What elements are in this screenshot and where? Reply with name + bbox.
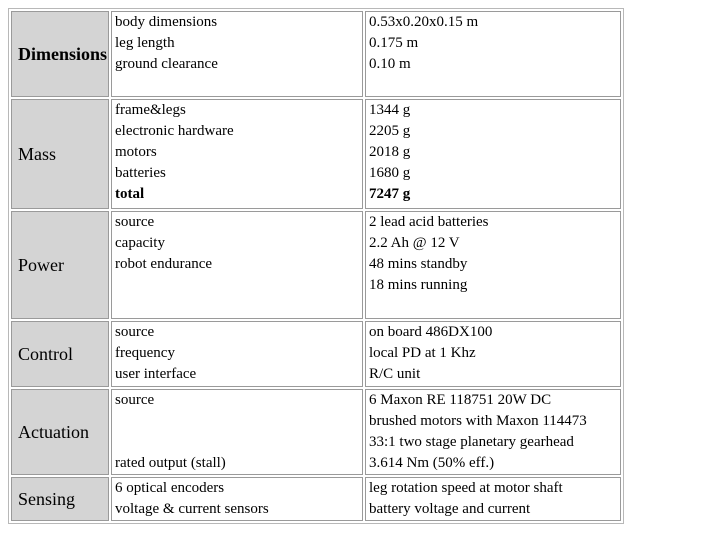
spec-value: 0.10 m (369, 56, 411, 72)
table-row-power (11, 211, 621, 319)
spec-label: batteries (115, 165, 166, 181)
spec-label: ground clearance (115, 56, 218, 72)
spec-value: 33:1 two stage planetary gearhead (369, 434, 574, 450)
label-cell (111, 477, 363, 521)
spec-label: voltage & current sensors (115, 501, 269, 517)
section-header-text: Sensing (18, 488, 76, 509)
section-header-text: Power (18, 254, 64, 275)
label-cell (111, 99, 363, 209)
spec-value: 2 lead acid batteries (369, 214, 489, 230)
spec-label: leg length (115, 35, 175, 51)
table-row-dimensions (11, 11, 621, 97)
spec-value: 1680 g (369, 165, 411, 181)
section-header-text: Control (18, 343, 74, 364)
table-row-mass (11, 99, 621, 209)
spec-label: capacity (115, 235, 165, 251)
spec-value: leg rotation speed at motor shaft (369, 480, 563, 496)
section-header-actuation (11, 389, 109, 475)
label-cell (111, 389, 363, 475)
value-cell (365, 11, 621, 97)
section-header-dimensions (11, 11, 109, 97)
label-cell (111, 321, 363, 387)
spec-label: rated output (stall) (115, 455, 226, 471)
table-row-actuation (11, 389, 621, 475)
spec-label: electronic hardware (115, 123, 234, 139)
spec-value: 48 mins standby (369, 256, 468, 272)
spec-label: source (115, 392, 155, 408)
section-header-text: Actuation (18, 421, 89, 442)
label-cell (111, 211, 363, 319)
spec-label: user interface (115, 366, 197, 382)
table-row-sensing (11, 477, 621, 521)
spec-label-total: total (115, 186, 145, 202)
section-header-sensing (11, 477, 109, 521)
spacer (115, 411, 362, 453)
spec-value: R/C unit (369, 366, 421, 382)
table-row-control (11, 321, 621, 387)
value-cell (365, 321, 621, 387)
spec-label: frame&legs (115, 102, 186, 118)
spec-value: brushed motors with Maxon 114473 (369, 413, 587, 429)
spec-value: local PD at 1 Khz (369, 345, 476, 361)
section-header-power (11, 211, 109, 319)
spec-value: 0.53x0.20x0.15 m (369, 14, 479, 30)
section-header-control (11, 321, 109, 387)
value-cell (365, 99, 621, 209)
spec-value: on board 486DX100 (369, 324, 493, 340)
spec-value: 2018 g (369, 144, 411, 160)
spec-value-total: 7247 g (369, 186, 411, 202)
value-cell (365, 211, 621, 319)
section-header-mass (11, 99, 109, 209)
spec-value: 1344 g (369, 102, 411, 118)
spec-label: robot endurance (115, 256, 213, 272)
spec-label: body dimensions (115, 14, 218, 30)
spec-value: 3.614 Nm (50% eff.) (369, 455, 495, 471)
spec-table (8, 8, 624, 524)
value-cell (365, 477, 621, 521)
section-header-text: Dimensions (18, 43, 108, 64)
value-cell (365, 389, 621, 475)
section-header-text: Mass (18, 143, 57, 164)
spec-label: motors (115, 144, 157, 160)
spec-label: source (115, 214, 155, 230)
spec-value: 0.175 m (369, 35, 419, 51)
spec-value: 18 mins running (369, 277, 468, 293)
spec-value: battery voltage and current (369, 501, 531, 517)
label-cell (111, 11, 363, 97)
spec-value: 2.2 Ah @ 12 V (369, 235, 460, 251)
spec-label: 6 optical encoders (115, 480, 225, 496)
spec-value: 2205 g (369, 123, 411, 139)
spec-label: frequency (115, 345, 175, 361)
spec-label: source (115, 324, 155, 340)
spec-value: 6 Maxon RE 118751 20W DC (369, 392, 552, 408)
